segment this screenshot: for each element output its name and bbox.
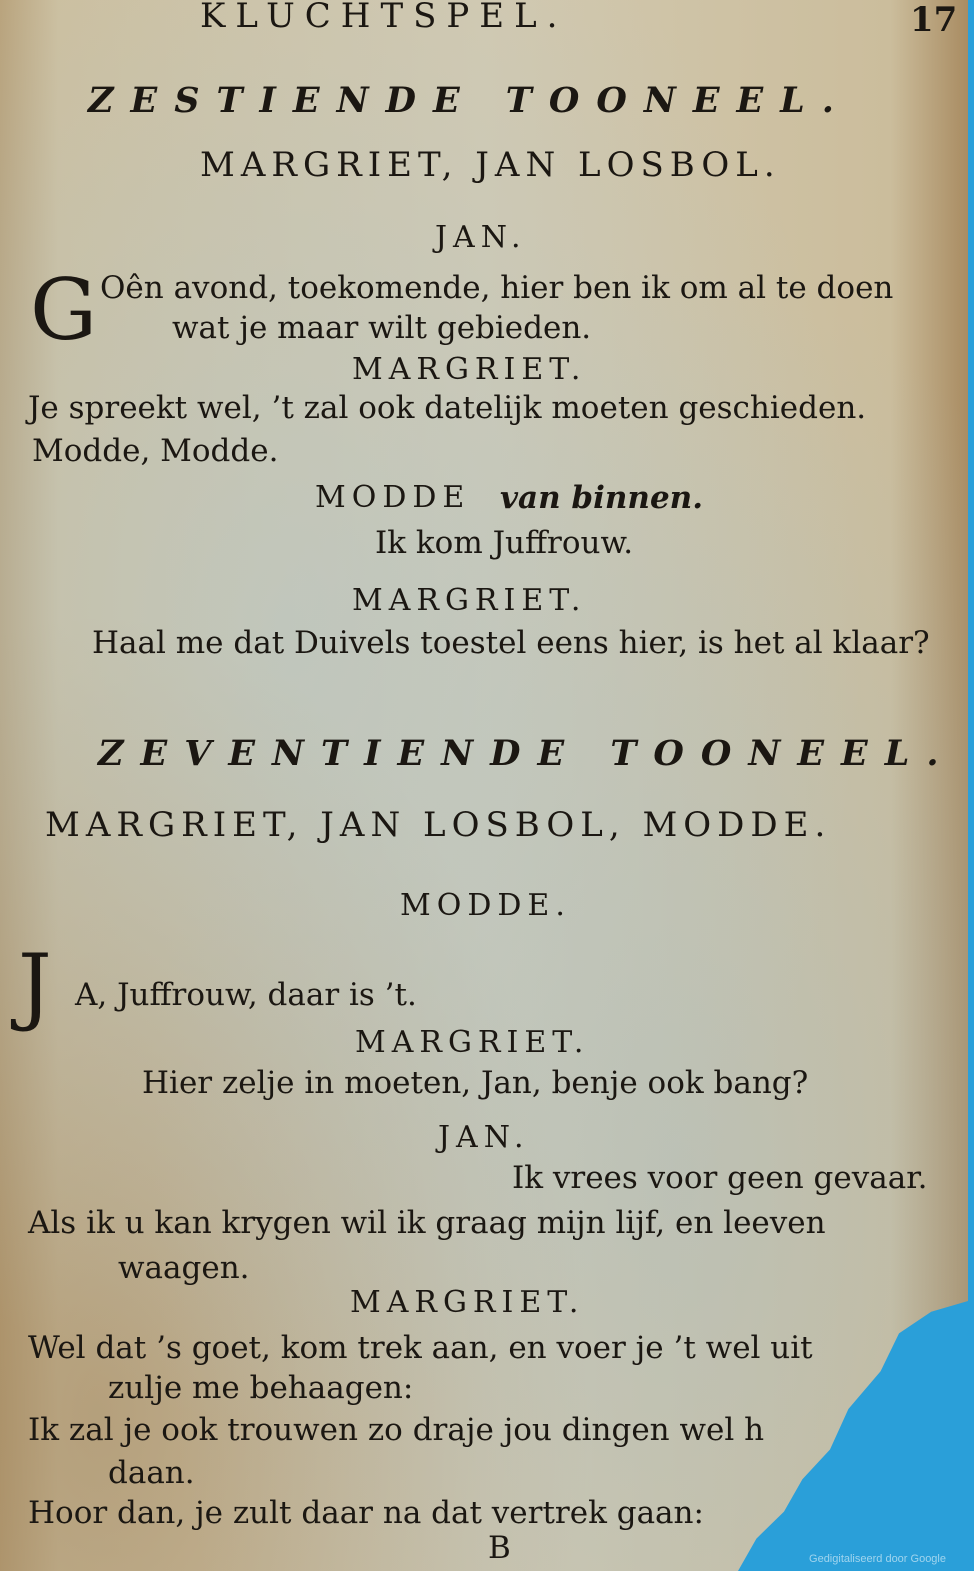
verse-line: Oên avond, toekomende, hier ben ik om al te doen <box>100 270 894 306</box>
speaker-name: MODDE <box>315 480 471 515</box>
drop-cap: G <box>30 261 98 359</box>
verse-line: Wel dat ’s goet, kom trek aan, en voer je ’t wel uit <box>28 1330 813 1366</box>
drop-cap: J <box>18 936 52 1034</box>
speaker-name: JAN. <box>435 220 527 255</box>
verse-line: Hier zelje in moeten, Jan, benje ook bang? <box>142 1065 809 1101</box>
signature-mark: B <box>488 1530 511 1566</box>
verse-line: Modde, Modde. <box>32 433 279 469</box>
character-list: MARGRIET, JAN LOSBOL. <box>200 145 781 185</box>
verse-line: Ik kom Juffrouw. <box>375 525 634 561</box>
speaker-name: MARGRIET. <box>355 1025 590 1060</box>
speaker-name: MARGRIET. <box>350 1285 585 1320</box>
verse-line: Ik zal je ook trouwen zo draje jou dingen wel h <box>28 1412 765 1448</box>
running-title: KLUCHTSPEL. <box>200 0 568 36</box>
page-number: 17 <box>910 0 958 40</box>
verse-line: zulje me behaagen: <box>108 1370 414 1406</box>
verse-line: Je spreekt wel, ’t zal ook datelijk moeten geschieden. <box>28 390 867 426</box>
verse-line: waagen. <box>118 1250 250 1286</box>
verse-line: wat je maar wilt gebieden. <box>172 310 592 346</box>
speaker-name: MODDE. <box>400 888 571 923</box>
digitization-watermark: Gedigitaliseerd door Google <box>809 1553 946 1565</box>
scene-title: ZEVENTIENDE TOONEEL. <box>98 733 956 774</box>
verse-line: Ik vrees voor geen gevaar. <box>512 1160 928 1196</box>
verse-line: A, Juffrouw, daar is ’t. <box>75 977 417 1013</box>
verse-line: Haal me dat Duivels toestel eens hier, is het al klaar? <box>92 625 930 661</box>
speaker-name: MARGRIET. <box>352 583 587 618</box>
scene-title: ZESTIENDE TOONEEL. <box>88 80 851 121</box>
stage-direction: van binnen. <box>500 480 704 516</box>
speaker-name: MARGRIET. <box>352 352 587 387</box>
speaker-name: JAN. <box>438 1120 530 1155</box>
character-list: MARGRIET, JAN LOSBOL, MODDE. <box>45 805 832 845</box>
verse-line: Als ik u kan krygen wil ik graag mijn lijf, en leeven <box>28 1205 826 1241</box>
verse-line: daan. <box>108 1455 195 1491</box>
verse-line: Hoor dan, je zult daar na dat vertrek gaan: <box>28 1495 704 1531</box>
